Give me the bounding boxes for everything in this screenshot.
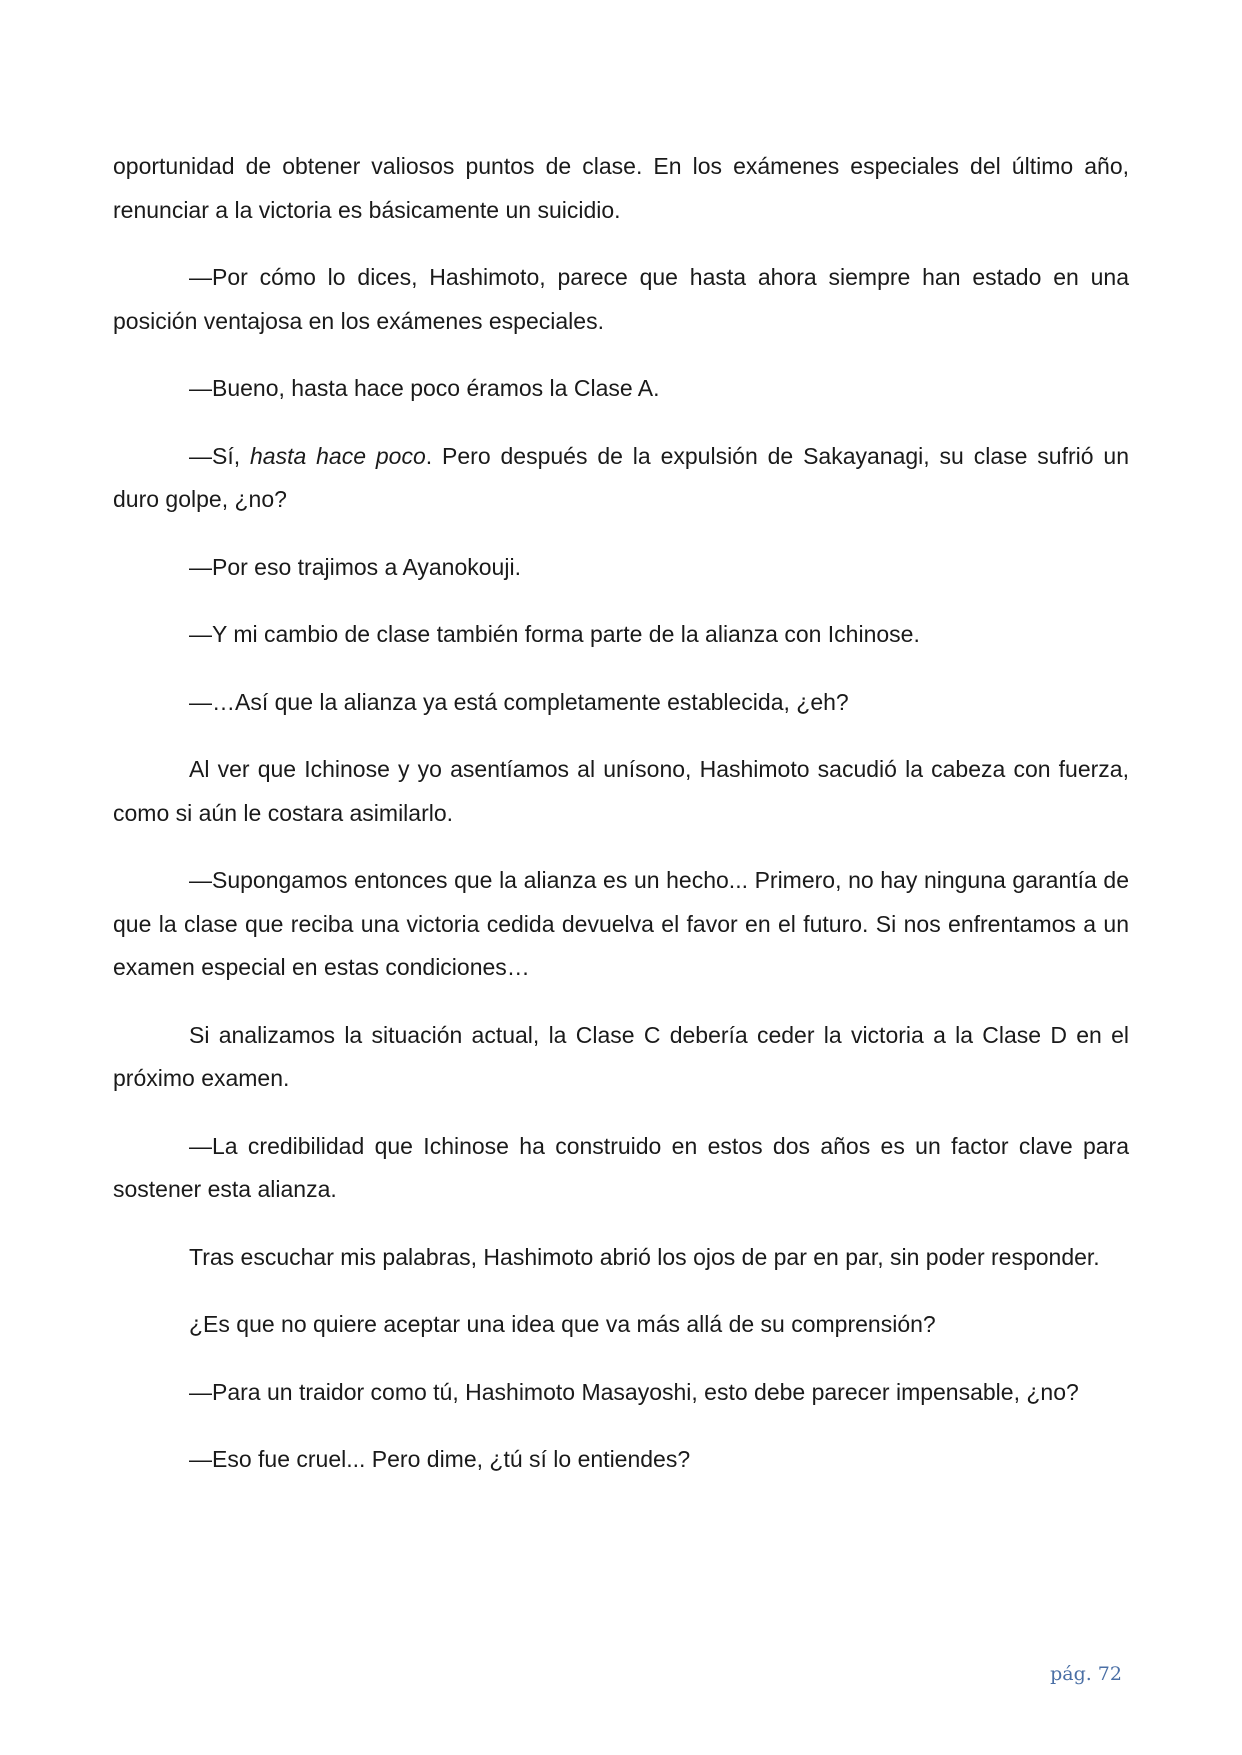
paragraph-text: ¿Es que no quiere aceptar una idea que va más allá de su comprensión? xyxy=(189,1311,936,1337)
paragraph-text: Si analizamos la situación actual, la Clase C debería ceder la victoria a la Clase D en el próximo examen. xyxy=(113,1021,1129,1091)
paragraph xyxy=(113,1438,1129,1482)
paragraph xyxy=(113,859,1129,990)
paragraph xyxy=(113,613,1129,657)
paragraph xyxy=(113,435,1129,522)
paragraph-text: —Y mi cambio de clase también forma parte de la alianza con Ichinose. xyxy=(189,621,920,647)
paragraph xyxy=(113,256,1129,343)
paragraph-text: —Sí, xyxy=(189,442,250,469)
paragraph xyxy=(113,1014,1129,1101)
paragraph xyxy=(113,1371,1129,1415)
paragraph-text: Al ver que Ichinose y yo asentíamos al unísono, Hashimoto sacudió la cabeza con fuerza, como si aún le costara asimilarlo. xyxy=(113,756,1129,826)
paragraph xyxy=(113,1125,1129,1212)
italic-text: hasta hace poco xyxy=(250,442,426,469)
paragraph-text: Tras escuchar mis palabras, Hashimoto abrió los ojos de par en par, sin poder responder. xyxy=(189,1243,1100,1270)
paragraph-text: —Bueno, hasta hace poco éramos la Clase A. xyxy=(189,375,660,401)
paragraph xyxy=(113,1236,1129,1280)
body-text xyxy=(113,145,1129,1506)
paragraph xyxy=(113,145,1129,232)
paragraph-text: —Por cómo lo dices, Hashimoto, parece que hasta ahora siempre han estado en una posición ventajosa en los exámenes especiales. xyxy=(113,264,1129,334)
paragraph-text: —La credibilidad que Ichinose ha construido en estos dos años es un factor clave para sostener esta alianza. xyxy=(113,1132,1129,1202)
paragraph-text: —Por eso trajimos a Ayanokouji. xyxy=(189,553,521,580)
paragraph-text: . Pero después de la expulsión de Sakayanagi, su clase sufrió un duro golpe, ¿no? xyxy=(113,442,1130,512)
paragraph-text: —Para un traidor como tú, Hashimoto Masayoshi, esto debe parecer impensable, ¿no? xyxy=(189,1378,1079,1405)
paragraph-text: oportunidad de obtener valiosos puntos de clase. En los exámenes especiales del último año, renunciar a la victoria es básicamente un suicidio. xyxy=(113,153,1129,223)
paragraph xyxy=(113,1303,1129,1347)
page-number: pág. 72 xyxy=(1050,1663,1122,1685)
paragraph xyxy=(113,748,1129,835)
paragraph-text: —Eso fue cruel... Pero dime, ¿tú sí lo entiendes? xyxy=(189,1446,691,1472)
paragraph xyxy=(113,681,1129,725)
paragraph-text: —Supongamos entonces que la alianza es un hecho... Primero, no hay ninguna garantía de que la clase que reciba una victoria cedida devuelva el favor en el futuro. Si nos enfrentamos a un examen especial en estas condiciones… xyxy=(113,867,1129,980)
paragraph xyxy=(113,546,1129,590)
paragraph xyxy=(113,367,1129,411)
paragraph-text: —…Así que la alianza ya está completamente establecida, ¿eh? xyxy=(189,688,849,715)
